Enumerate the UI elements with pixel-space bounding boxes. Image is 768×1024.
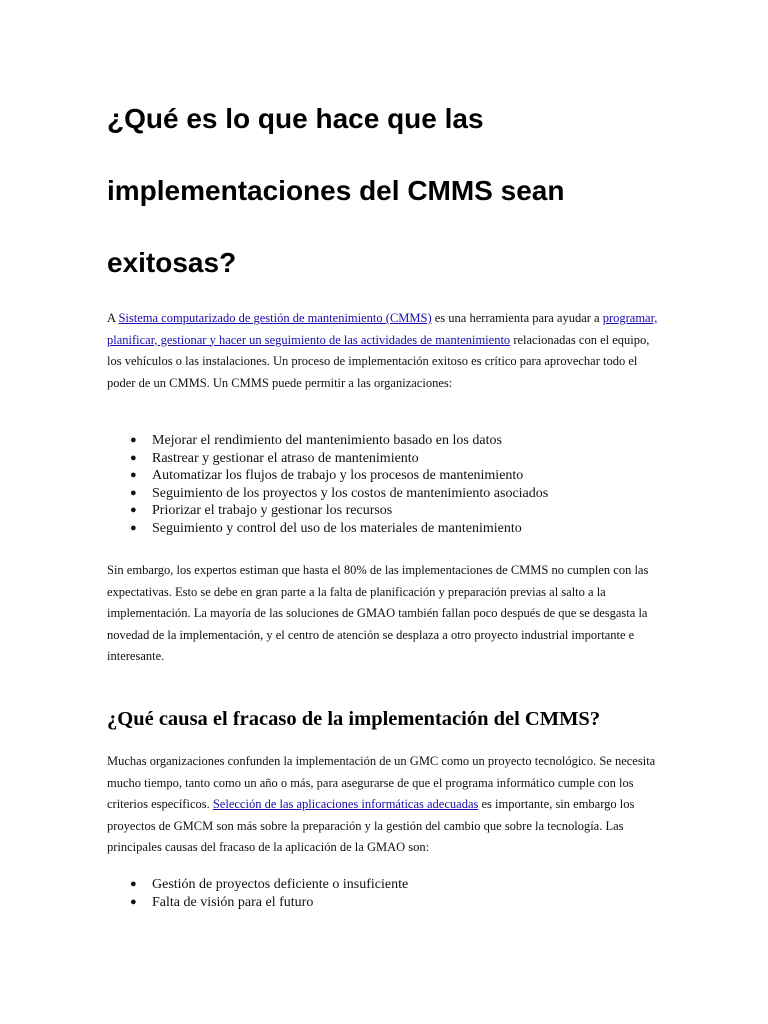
causes-text-start: Muchas organizaciones confunden la implementación de un GMC como un proyecto tecnológico. Se necesita mucho tiempo, tanto como un año o más, para asegurarse de que el programa informático cumple con los criterios específicos. bbox=[107, 754, 656, 811]
benefits-list bbox=[107, 432, 667, 538]
causes-text-end: es importante, sin embargo los proyectos de GMCM son más sobre la preparación y la gestión del cambio que sobre la tecnología. Las principales causas del fracaso de la aplicación de la GMAO son: bbox=[107, 797, 635, 854]
section-heading: ¿Qué causa el fracaso de la implementación del CMMS? bbox=[107, 708, 601, 730]
bullet-icon: ● bbox=[130, 521, 137, 534]
causes-paragraph bbox=[107, 751, 665, 859]
list-item: ● Gestión de proyectos deficiente o insuficiente bbox=[130, 877, 409, 892]
bullet-icon: ● bbox=[130, 434, 137, 446]
bullet-icon: ● bbox=[130, 878, 137, 890]
software-selection-link[interactable]: Selección de las aplicaciones informáticas adecuadas bbox=[212, 797, 479, 811]
list-item: ● Falta de visión para el futuro bbox=[130, 894, 314, 910]
intro-paragraph bbox=[107, 308, 665, 394]
bullet-icon: ● bbox=[130, 895, 137, 908]
list-item: ● Priorizar el trabajo y gestionar los recursos bbox=[130, 503, 393, 519]
maintenance-activities-link[interactable]: programar, planificar, gestionar y hacer un seguimiento de las actividades de mantenimiento bbox=[107, 311, 658, 347]
list-item: ● Seguimiento de los proyectos y los costos de mantenimiento asociados bbox=[130, 485, 549, 501]
bullet-icon: ● bbox=[130, 451, 137, 464]
intro-text-start: A bbox=[107, 311, 119, 325]
list-item: ● Rastrear y gestionar el atraso de mantenimiento bbox=[130, 450, 419, 466]
cmms-link[interactable]: Sistema computarizado de gestión de mantenimiento (CMMS) bbox=[118, 311, 432, 325]
list-item: ● Automatizar los flujos de trabajo y los procesos de mantenimiento bbox=[130, 468, 524, 484]
bullet-icon: ● bbox=[130, 486, 137, 499]
causes-list bbox=[107, 876, 667, 911]
page-title: ¿Qué es lo que hace que las implementaciones del CMMS sean exitosas? bbox=[107, 103, 565, 278]
intro-text-middle: es una herramienta para ayudar a bbox=[431, 311, 603, 325]
intro-text-end: relacionadas con el equipo, los vehículos o las instalaciones. Un proceso de implementación exitoso es crítico para aprovechar todo el poder de un CMMS. Un CMMS puede permitir a las organizaciones: bbox=[107, 332, 650, 390]
expert-estimate-paragraph: Sin embargo, los expertos estiman que hasta el 80% de las implementaciones de CMMS no cumplen con las expectativas. Esto se debe en gran parte a la falta de planificación y preparación previas al salto a la implementación. La mayoría de las soluciones de GMAO también fallan poco después de que se desgasta la novedad de la implementación, y el centro de atención se desplaza a otro proyecto industrial importante e interesante. bbox=[107, 563, 649, 663]
list-item: ● Seguimiento y control del uso de los materiales de mantenimiento bbox=[130, 520, 522, 536]
bullet-icon: ● bbox=[130, 469, 137, 482]
list-item: ● Mejorar el rendimiento del mantenimiento basado en los datos bbox=[130, 433, 502, 448]
bullet-icon: ● bbox=[130, 504, 137, 517]
